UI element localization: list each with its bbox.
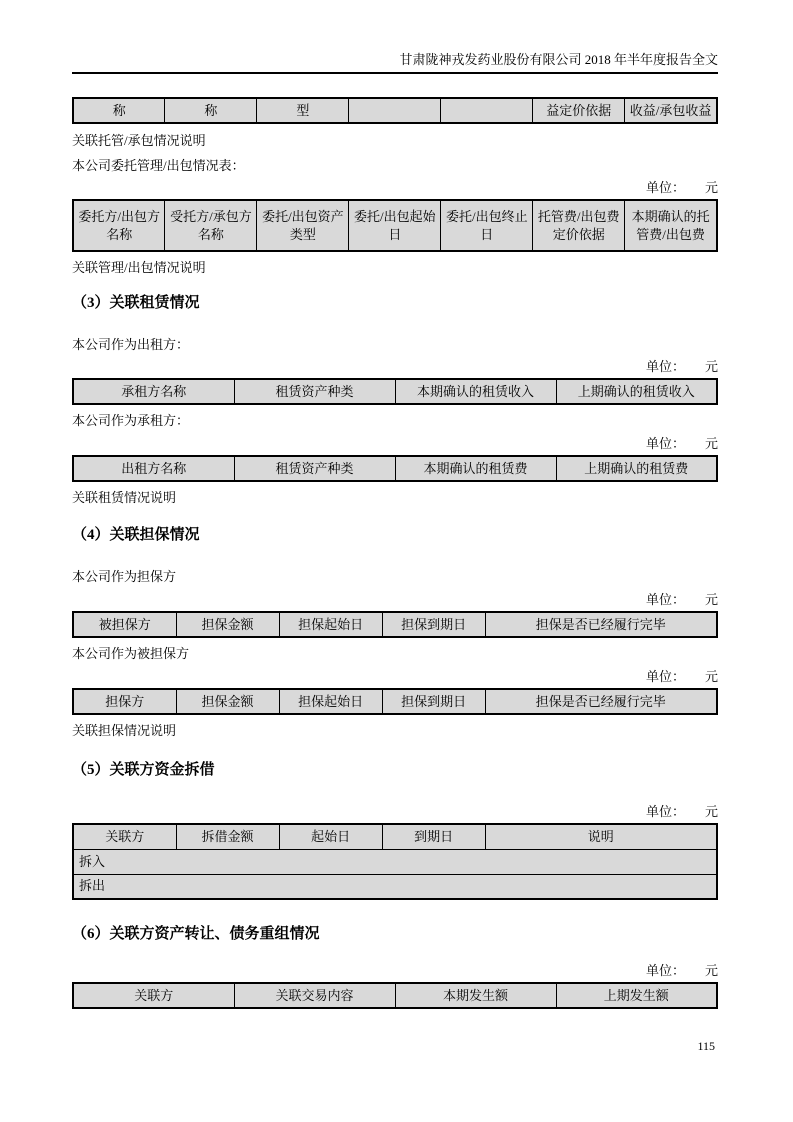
section-heading-transfer: （6）关联方资产转让、债务重组情况 (72, 926, 320, 942)
guarantor-table (72, 611, 718, 638)
entrust-table (72, 199, 718, 252)
header-cell: 关联方 (73, 983, 234, 1008)
lessee-intro: 本公司作为承租方： (72, 413, 190, 428)
table-row (73, 849, 717, 874)
lessor-table (72, 378, 718, 405)
header-cell: 拆借金额 (176, 824, 279, 849)
header-cell: 称 (165, 98, 257, 123)
page-number: 115 (697, 1039, 715, 1053)
header-cell (349, 98, 441, 123)
unit-label: 单位： (645, 180, 685, 195)
header-cell: 关联交易内容 (234, 983, 395, 1008)
header-cell: 本期确认的租赁收入 (395, 379, 556, 404)
unit-value: 元 (704, 669, 718, 684)
header-cell: 受托方/承包方名称 (165, 200, 257, 251)
page-header (72, 0, 718, 74)
header-cell: 上期确认的租赁费 (556, 456, 717, 481)
report-title: 甘肃陇神戎发药业股份有限公司 2018 年半年度报告全文 (399, 52, 718, 67)
header-cell: 担保是否已经履行完毕 (485, 612, 717, 637)
guaranteed-table (72, 688, 718, 715)
table-row (73, 456, 717, 481)
unit-label: 单位： (645, 436, 685, 451)
guarantor-intro: 本公司作为担保方 (72, 569, 177, 584)
guarantee-note: 关联担保情况说明 (72, 723, 177, 738)
header-cell: 称 (73, 98, 165, 123)
table-row (73, 98, 717, 123)
header-cell: 担保是否已经履行完毕 (485, 689, 717, 714)
lessee-table (72, 455, 718, 482)
unit-value: 元 (704, 436, 718, 451)
trusteeship-note: 关联托管/承包情况说明 (72, 133, 206, 148)
transfer-table (72, 982, 718, 1009)
unit-value: 元 (704, 963, 718, 978)
header-cell: 本期发生额 (395, 983, 556, 1008)
lending-table (72, 823, 718, 900)
unit-note (72, 436, 718, 452)
lend-out-cell: 拆出 (73, 874, 717, 899)
table-row (73, 824, 717, 849)
unit-value: 元 (704, 359, 718, 374)
header-cell (441, 98, 533, 123)
header-cell: 关联方 (73, 824, 176, 849)
header-cell: 本期确认的租赁费 (395, 456, 556, 481)
unit-value: 元 (704, 592, 718, 607)
header-cell: 出租方名称 (73, 456, 234, 481)
unit-value: 元 (704, 804, 718, 819)
unit-label: 单位： (645, 592, 685, 607)
entrust-intro: 本公司委托管理/出包情况表： (72, 158, 245, 173)
header-cell: 委托/出包资产类型 (257, 200, 349, 251)
unit-label: 单位： (645, 669, 685, 684)
header-cell: 本期确认的托管费/出包费 (625, 200, 717, 251)
unit-note (72, 963, 718, 979)
unit-value: 元 (704, 180, 718, 195)
header-cell: 益定价依据 (533, 98, 625, 123)
header-cell: 起始日 (279, 824, 382, 849)
section-heading-guarantee: （4）关联担保情况 (72, 527, 200, 543)
header-cell: 到期日 (382, 824, 485, 849)
table-row (73, 379, 717, 404)
header-cell: 担保金额 (176, 689, 279, 714)
header-cell: 担保起始日 (279, 612, 382, 637)
page-content (72, 0, 718, 1054)
unit-note (72, 804, 718, 820)
header-cell: 上期确认的租赁收入 (556, 379, 717, 404)
header-cell: 被担保方 (73, 612, 176, 637)
lessor-intro: 本公司作为出租方： (72, 337, 190, 352)
unit-label: 单位： (645, 359, 685, 374)
section-heading-lease: （3）关联租赁情况 (72, 295, 200, 311)
table-row (73, 200, 717, 251)
header-cell: 担保金额 (176, 612, 279, 637)
header-cell: 担保到期日 (382, 689, 485, 714)
header-cell: 收益/承包收益 (625, 98, 717, 123)
unit-note (72, 592, 718, 608)
section-heading-lending: （5）关联方资金拆借 (72, 762, 215, 778)
table-row (73, 689, 717, 714)
table-row (73, 612, 717, 637)
unit-label: 单位： (645, 963, 685, 978)
header-cell: 说明 (485, 824, 717, 849)
unit-note (72, 669, 718, 685)
header-cell: 担保方 (73, 689, 176, 714)
table-row (73, 983, 717, 1008)
unit-note (72, 359, 718, 375)
header-cell: 型 (257, 98, 349, 123)
lease-note: 关联租赁情况说明 (72, 490, 177, 505)
table-row (73, 874, 717, 899)
unit-note (72, 180, 718, 196)
header-cell: 租赁资产种类 (234, 456, 395, 481)
header-cell: 托管费/出包费定价依据 (533, 200, 625, 251)
management-note: 关联管理/出包情况说明 (72, 260, 206, 275)
guaranteed-intro: 本公司作为被担保方 (72, 646, 190, 661)
header-cell: 担保起始日 (279, 689, 382, 714)
header-cell: 承租方名称 (73, 379, 234, 404)
header-cell: 担保到期日 (382, 612, 485, 637)
header-cell: 租赁资产种类 (234, 379, 395, 404)
borrow-in-cell: 拆入 (73, 849, 717, 874)
header-cell: 上期发生额 (556, 983, 717, 1008)
carryover-table (72, 97, 718, 124)
header-cell: 委托方/出包方名称 (73, 200, 165, 251)
header-cell: 委托/出包起始日 (349, 200, 441, 251)
header-cell: 委托/出包终止日 (441, 200, 533, 251)
unit-label: 单位： (645, 804, 685, 819)
